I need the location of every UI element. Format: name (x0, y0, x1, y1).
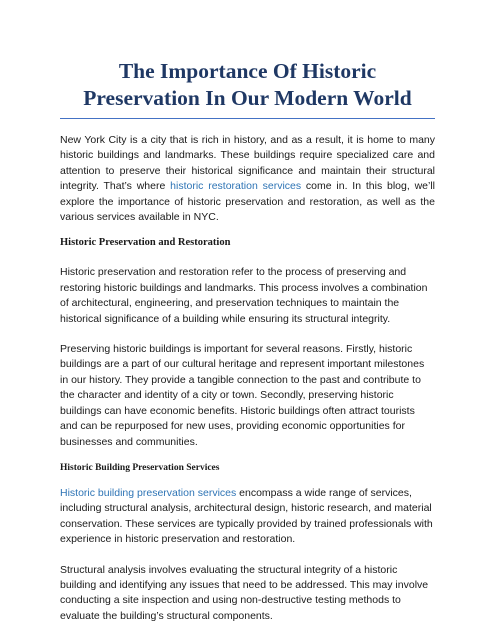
title-line-2: Preservation In Our Modern World (83, 86, 412, 110)
section2-paragraph-2: Structural analysis involves evaluating the structural integrity of a historic building and identifying any issues that need to be addressed. This may involve conducting a site inspection and using non-destructive testing methods to evaluate the building’s structural components. (60, 563, 429, 622)
historic-restoration-services-link[interactable]: historic restoration services (170, 180, 302, 193)
title-line-1: The Importance Of Historic (118, 59, 377, 83)
historic-building-preservation-services-link[interactable]: Historic building preservation services (60, 486, 237, 499)
page-title (60, 58, 435, 119)
section1-paragraph-2: Preserving historic buildings is important for several reasons. Firstly, historic buildings are a part of our cultural heritage and represent important milestones in our history. They provide a tangible connection to the past and contribute to the character and identity of a city or town. Secondly, preserving historic buildings can have economic benefits. Historic buildings often attract tourists and can be repurposed for new uses, providing economic opportunities for businesses and communities. (60, 343, 425, 448)
intro-text-after-link: come in. In this blog, we’ll explore the importance of historic preservation and restoration, as well as the various services available in NYC. (60, 180, 435, 224)
section-heading-building-preservation-services: Historic Building Preservation Services (60, 462, 220, 473)
intro-text-before-link: New York City is a city that is rich in history, and as a result, it is home to many historic buildings and landmarks. These buildings require specialized care and attention to preserve their historical significance and maintain their structural integrity. That’s where (60, 134, 435, 193)
section2-paragraph-1-text: encompass a wide range of services, including structural analysis, architectural design, historic research, and material conservation. These services are typically provided by trained professionals with experience in historic preservation and restoration. (60, 486, 433, 546)
section-heading-preservation-restoration: Historic Preservation and Restoration (60, 237, 231, 249)
intro-paragraph (60, 133, 435, 225)
section2-paragraph-1 (60, 486, 435, 548)
section1-paragraph-1: Historic preservation and restoration refer to the process of preserving and restoring historic buildings and landmarks. This process involves a combination of architectural, engineering, and preservation techniques to maintain the historical significance of a building while ensuring its structural integrity. (60, 266, 428, 325)
